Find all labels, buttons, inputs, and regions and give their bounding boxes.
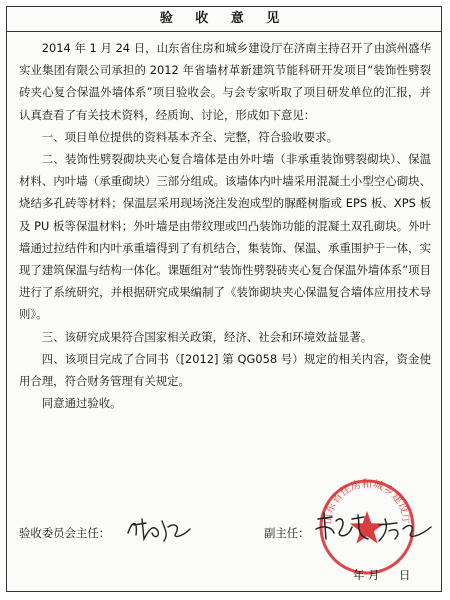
date-row bbox=[7, 567, 437, 587]
chair-handwritten-signature bbox=[124, 513, 194, 545]
document-body bbox=[19, 37, 431, 414]
approval-statement: 同意通过验收。 bbox=[41, 396, 122, 411]
acceptance-opinion-sheet bbox=[6, 6, 442, 592]
intro-paragraph: 2014 年 1 月 24 日，山东省住房和城乡建设厅在济南主持召开了由滨州盛华实业集团有限公司承担的 2012 年省墙材革新建筑节能科研开发项目“装饰性劈裂砖夹心复合保温外墙体系”项目验收会。与会专家听取了项目研发单位的汇报，并认真查看了有关技术资料，经质询、讨论，形成如下意见： bbox=[19, 41, 431, 122]
date-day: 日 bbox=[399, 568, 411, 582]
opinion-item-4: 四、该项目完成了合同书（[2012] 第 QG058 号）规定的相关内容，资金使用合理，符合财务管理有关规定。 bbox=[19, 351, 431, 389]
vice-chair-handwritten-signature-2 bbox=[375, 515, 435, 545]
chair-signature-label: 验收委员会主任： bbox=[19, 526, 111, 540]
opinion-item-3: 三、该研究成果符合国家相关政策，经济、社会和环境效益显著。 bbox=[41, 329, 373, 344]
vice-chair-signature-label: 副主任： bbox=[264, 526, 310, 540]
document-title: 验 收 意 见 bbox=[7, 7, 441, 32]
date-year-month: 年 月 bbox=[353, 568, 380, 582]
opinion-item-2: 二、装饰性劈裂砌块夹心复合墙体是由外叶墙（非承重装饰劈裂砌块）、保温材料、内叶墙（承重砌块）三部分组成。该墙体内叶墙采用混凝土小型空心砌块、烧结多孔砖等材料；保温层采用现场浇注发泡成型的脲醛树脂或 EPS 板、XPS 板及 PU 板等保温材料；外叶墙是由带纹理或凹凸装饰功能的混凝土双孔砌块。外叶墙通过拉结件和内叶承重墙得到了有机结合，集装饰、保温、承重围护于一体，实现了建筑保温与结构一体化。课题组对“装饰性劈裂砖夹心复合保温外墙体系”项目进行了系统研究，并根据研究成果编制了《装饰砌块夹心保温复合墙体应用技术导则》。 bbox=[19, 152, 431, 322]
vice-chair-handwritten-signature-1 bbox=[312, 509, 372, 545]
seal-lettering: 山东省住房和城乡建设厅 bbox=[321, 478, 413, 525]
signature-row bbox=[19, 519, 431, 549]
opinion-item-1: 一、项目单位提供的资料基本齐全、完整，符合验收要求。 bbox=[41, 129, 338, 144]
